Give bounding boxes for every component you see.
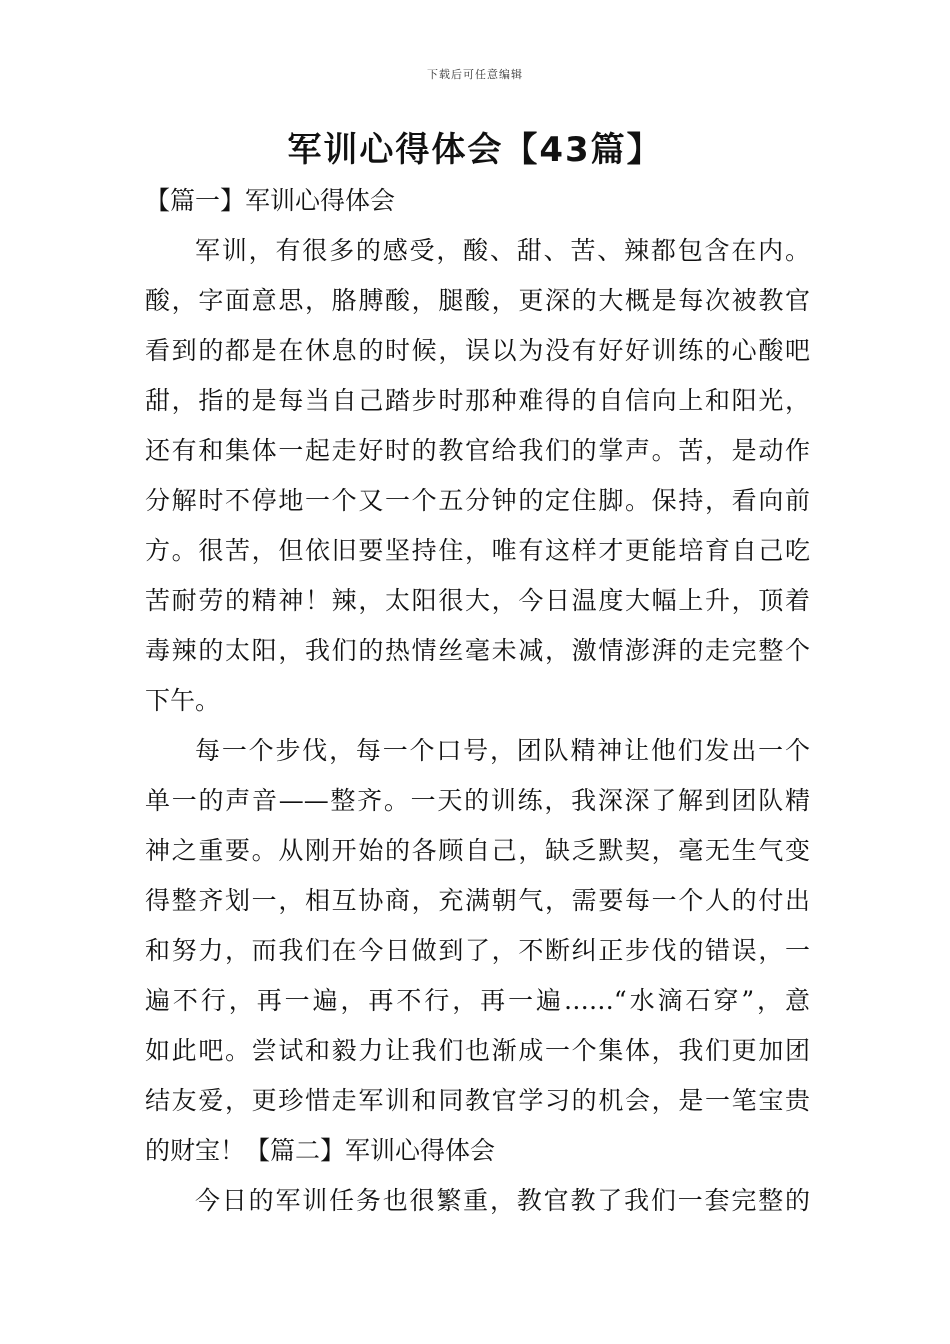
text-line: 分解时不停地一个又一个五分钟的定住脚。保持，看向前: [145, 486, 810, 515]
text-line: 【篇一】军训心得体会: [145, 186, 396, 215]
text-line: 苦耐劳的精神！辣，太阳很大，今日温度大幅上升，顶着: [145, 586, 810, 615]
text-line: 得整齐划一，相互协商，充满朝气，需要每一个人的付出: [145, 886, 810, 915]
text-line: 结友爱，更珍惜走军训和同教官学习的机会，是一笔宝贵: [145, 1086, 810, 1115]
text-line: 神之重要。从刚开始的各顾自己，缺乏默契，毫无生气变: [145, 836, 810, 865]
text-line: 每一个步伐，每一个口号，团队精神让他们发出一个: [195, 736, 810, 765]
document-title: 军训心得体会【43篇】: [287, 130, 663, 170]
text-line: 单一的声音——整齐。一天的训练，我深深了解到团队精: [145, 786, 810, 815]
text-line: 酸，字面意思，胳膊酸，腿酸，更深的大概是每次被教官: [145, 286, 810, 315]
text-line: 的财宝！【篇二】军训心得体会: [145, 1136, 496, 1165]
text-line: 下午。: [145, 686, 221, 715]
text-line: 如此吧。尝试和毅力让我们也渐成一个集体，我们更加团: [145, 1036, 810, 1065]
text-line: 军训，有很多的感受，酸、甜、苦、辣都包含在内。: [195, 236, 810, 265]
text-line: 今日的军训任务也很繁重，教官教了我们一套完整的: [195, 1186, 810, 1215]
text-line: 甜，指的是每当自己踏步时那种难得的自信向上和阳光，: [145, 386, 810, 415]
text-line: 方。很苦，但依旧要坚持住，唯有这样才更能培育自己吃: [145, 536, 810, 565]
document-body: [145, 176, 810, 1226]
text-line: 遍不行，再一遍，再不行，再一遍……“水滴石穿”，意: [145, 986, 810, 1015]
text-line: 看到的都是在休息的时候，误以为没有好好训练的心酸吧: [145, 336, 810, 365]
header-note: 下载后可任意编辑: [427, 68, 523, 81]
text-line: 和努力，而我们在今日做到了，不断纠正步伐的错误，一: [145, 936, 810, 965]
text-line: 还有和集体一起走好时的教官给我们的掌声。苦，是动作: [145, 436, 810, 465]
text-line: 毒辣的太阳，我们的热情丝毫未减，激情澎湃的走完整个: [145, 636, 810, 665]
